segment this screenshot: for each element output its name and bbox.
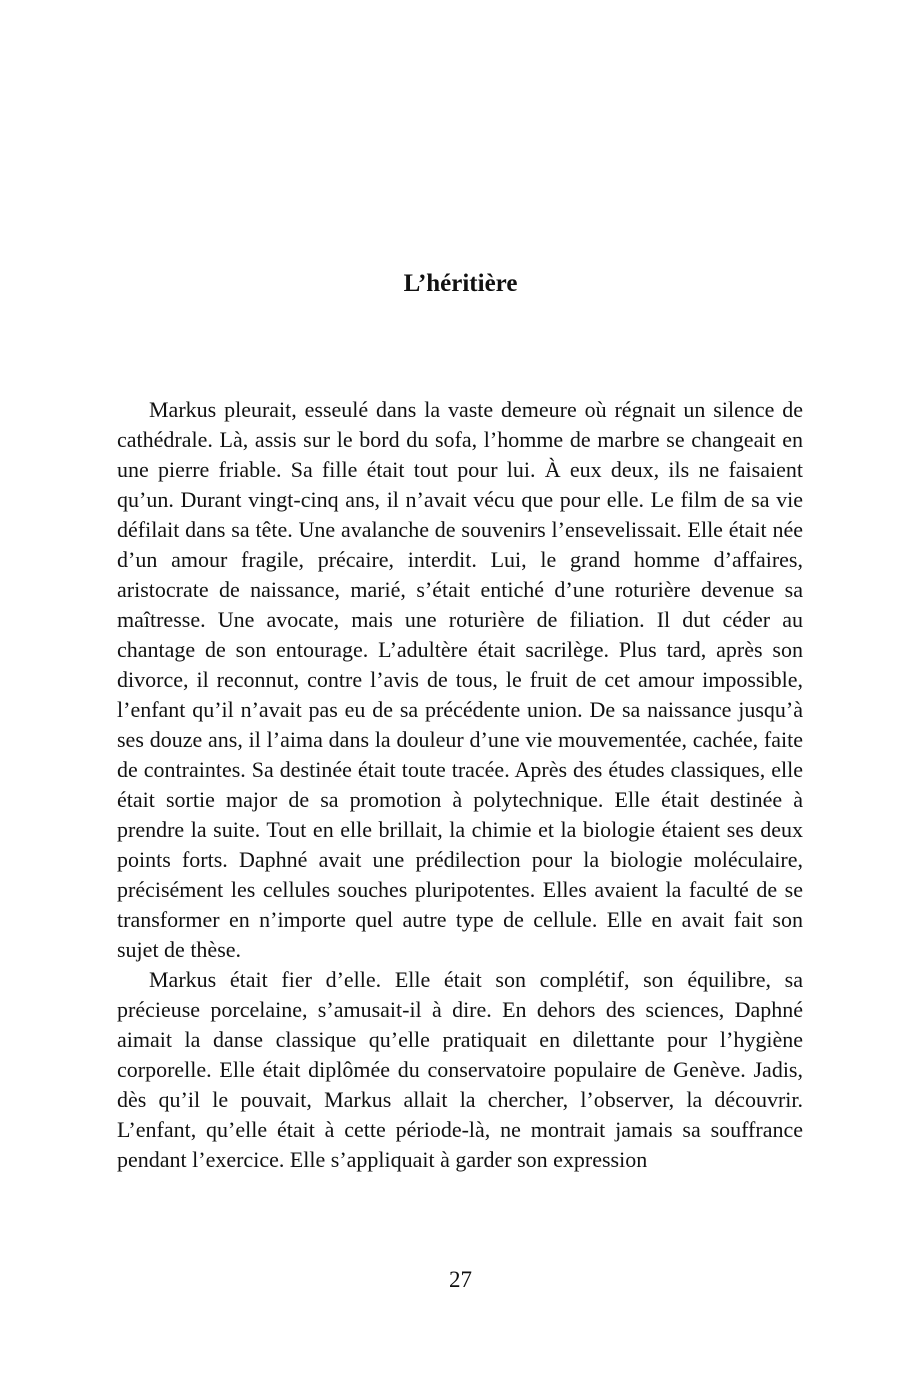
paragraph-2: Markus était fier d’elle. Elle était son complétif, son équilibre, sa précieuse porcelaine, s’amusait-il à dire. En dehors des sciences, Daphné aimait la danse classique qu’elle pratiquait en dilettante pour l’hygiène corporelle. Elle était diplômée du conservatoire populaire de Genève. Jadis, dès qu’il le pouvait, Markus allait la chercher, l’observer, la découvrir. L’enfant, qu’elle était à cette période-là, ne montrait jamais sa souffrance pendant l’exercice. Elle s’appliquait à garder son expression: [117, 967, 803, 1172]
page-number: 27: [449, 1267, 472, 1292]
paragraph-1: Markus pleurait, esseulé dans la vaste demeure où régnait un silence de cathédrale. Là, assis sur le bord du sofa, l’homme de marbre se changeait en une pierre friable. Sa fille était tout pour lui. À eux deux, ils ne faisaient qu’un. Durant vingt-cinq ans, il n’avait vécu que pour elle. Le film de sa vie défilait dans sa tête. Une avalanche de souvenirs l’ensevelissait. Elle était née d’un amour fragile, précaire, interdit. Lui, le grand homme d’affaires, aristocrate de naissance, marié, s’était entiché d’une roturière devenue sa maîtresse. Une avocate, mais une roturière de filiation. Il dut céder au chantage de son entourage. L’adultère était sacrilège. Plus tard, après son divorce, il reconnut, contre l’avis de tous, le fruit de cet amour impossible, l’enfant qu’il n’avait pas eu de sa précédente union. De sa naissance jusqu’à ses douze ans, il l’aima dans la douleur d’une vie mouvementée, cachée, faite de contraintes. Sa destinée était toute tracée. Après des études classiques, elle était sortie major de sa promotion à polytechnique. Elle était destinée à prendre la suite. Tout en elle brillait, la chimie et la biologie étaient ses deux points forts. Daphné avait une prédilection pour la biologie moléculaire, précisément les cellules souches pluripotentes. Elles avaient la faculté de se transformer en n’importe quel autre type de cellule. Elle en avait fait son sujet de thèse.: [117, 397, 803, 962]
body-text: [117, 395, 803, 1175]
chapter-title: L’héritière: [403, 270, 518, 297]
